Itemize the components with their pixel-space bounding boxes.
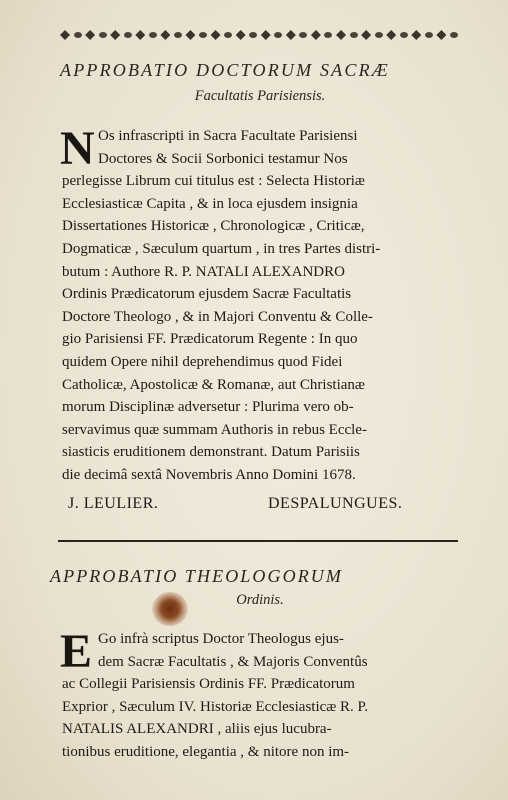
text-line: Dogmaticæ , Sæculum quartum , in tres Partes distri-	[62, 240, 381, 257]
dropcap-n: N	[60, 122, 95, 175]
text-line: Os infrascripti in Sacra Facultate Parisiensi	[98, 128, 358, 144]
text-line: Dissertationes Historicæ , Chronologicæ , Criticæ,	[62, 218, 365, 235]
dropcap-e: E	[60, 625, 93, 678]
ink-stain	[152, 592, 188, 626]
approbation-theologians-title: APPROBATIO THEOLOGORUM	[50, 566, 344, 586]
text-line: quidem Opere nihil deprehendimus quod Fidei	[62, 353, 343, 370]
approbation-doctors-title: APPROBATIO DOCTORUM SACRÆ	[60, 60, 390, 80]
text-line: tionibus eruditione, elegantia , & nitore non im-	[62, 743, 350, 760]
text-line: servavimus quæ summam Authoris in rebus Eccle-	[62, 421, 367, 438]
text-line: Ecclesiasticæ Capita , & in loca ejusdem insignia	[62, 195, 358, 212]
text-line: die decimâ sextâ Novembris Anno Domini 1678.	[62, 466, 356, 483]
text-line: perlegisse Librum cui titulus est : Selecta Historiæ	[62, 173, 365, 190]
text-line: Doctore Theologo , & in Majori Conventu & Colle-	[62, 308, 373, 325]
signature-despalungues: DESPALUNGUES.	[268, 495, 403, 512]
approbation-doctors-text	[60, 122, 462, 487]
approbation-theologians-subtitle: Ordinis.	[236, 592, 284, 608]
approbation-theologians-text	[60, 625, 462, 764]
text-line: Go infrà scriptus Doctor Theologus ejus-	[98, 631, 344, 647]
text-line: butum : Authore R. P. NATALI ALEXANDRO	[62, 263, 345, 280]
signature-leulier: J. LEULIER.	[68, 495, 159, 512]
text-line: Ordinis Prædicatorum ejusdem Sacræ Facultatis	[62, 286, 352, 303]
text-line: ac Collegii Parisiensis Ordinis FF. Prædicatorum	[62, 676, 355, 693]
text-line: dem Sacræ Facultatis , & Majoris Conventûs	[98, 653, 368, 670]
section-divider	[58, 540, 458, 542]
approbation-doctors-subtitle: Facultatis Parisiensis.	[194, 88, 326, 104]
decorative-header-band	[60, 28, 458, 42]
text-line: Catholicæ, Apostolicæ & Romanæ, aut Christianæ	[62, 376, 365, 393]
text-line: Exprior , Sæculum IV. Historiæ Ecclesiasticæ R. P.	[62, 698, 368, 715]
text-line: NATALIS ALEXANDRI , aliis ejus lucubra-	[62, 721, 332, 738]
text-line: Doctores & Socii Sorbonici testamur Nos	[98, 150, 348, 167]
text-line: morum Disciplinæ adversetur : Plurima vero ob-	[62, 399, 354, 416]
text-line: gio Parisiensi FF. Prædicatorum Regente : In quo	[62, 331, 358, 348]
text-line: siasticis eruditionem demonstrant. Datum Parisiis	[62, 444, 360, 461]
